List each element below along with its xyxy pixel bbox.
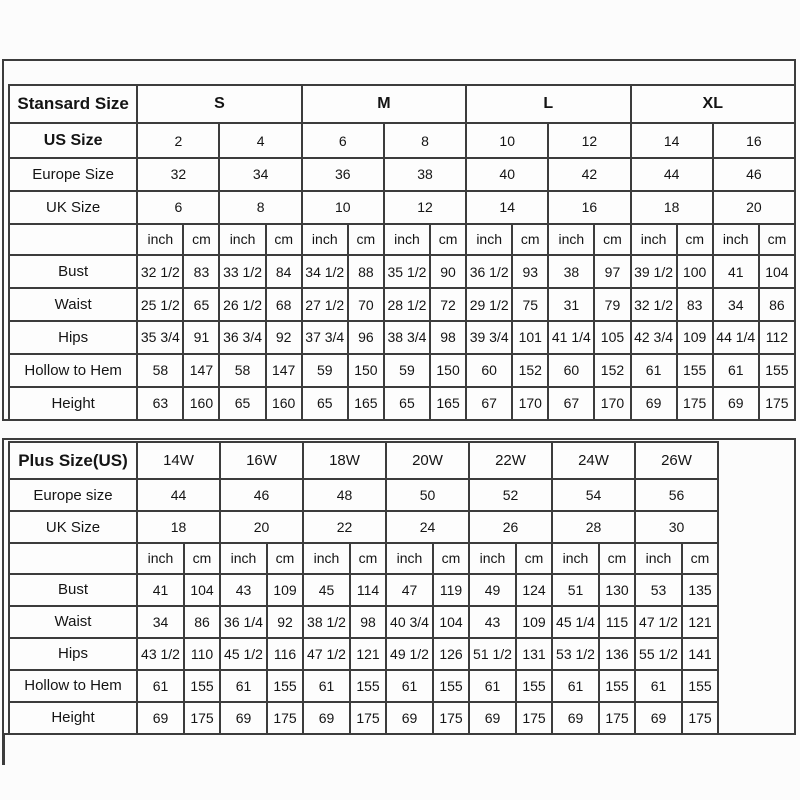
measurement-value-cell: 69 [137,702,184,734]
size-value-cell: 18 [631,191,713,224]
size-value-cell: 20 [220,511,303,543]
measurement-value-cell: 60 [466,354,512,387]
measurement-value-cell: 61 [631,354,677,387]
measurement-value-cell: 39 1/2 [631,255,677,288]
measurement-value-cell: 121 [682,606,718,638]
size-value-cell: 32 [137,158,219,191]
scan-artifact-line [2,735,5,765]
size-group-header: M [302,85,466,123]
size-value-cell: 40 [466,158,548,191]
measurement-value-cell: 175 [677,387,713,420]
row-label: Height [9,387,137,420]
measurement-value-cell: 155 [516,670,552,702]
measurement-value-cell: 170 [512,387,548,420]
measurement-value-cell: 88 [348,255,384,288]
measurement-value-cell: 61 [386,670,433,702]
size-value-cell: 12 [548,123,630,158]
measurement-value-cell: 45 1/4 [552,606,599,638]
measurement-value-cell: 104 [184,574,220,606]
unit-header-cell: cm [599,543,635,573]
measurement-value-cell: 175 [516,702,552,734]
unit-header-cell: cm [350,543,386,573]
unit-header-cell: inch [548,224,594,255]
measurement-value-cell: 84 [266,255,302,288]
size-value-cell: 6 [302,123,384,158]
measurement-value-cell: 59 [384,354,430,387]
measurement-value-cell: 69 [631,387,677,420]
measurement-value-cell: 69 [303,702,350,734]
measurement-value-cell: 67 [466,387,512,420]
unit-header-cell: cm [759,224,795,255]
measurement-value-cell: 45 1/2 [220,638,267,670]
measurement-value-cell: 175 [433,702,469,734]
unit-header-cell: inch [635,543,682,573]
size-value-cell: 54 [552,479,635,511]
measurement-value-cell: 109 [516,606,552,638]
size-value-cell: 6 [137,191,219,224]
size-value-cell: 34 [219,158,301,191]
measurement-value-cell: 175 [267,702,303,734]
measurement-value-cell: 90 [430,255,466,288]
measurement-value-cell: 83 [183,255,219,288]
size-row [9,191,795,224]
row-label: Bust [9,255,137,288]
measurement-value-cell: 150 [348,354,384,387]
measurement-value-cell: 112 [759,321,795,354]
measurement-row [9,288,795,321]
measurement-value-cell: 98 [430,321,466,354]
unit-header-cell: cm [594,224,630,255]
measurement-value-cell: 47 [386,574,433,606]
row-label: US Size [9,123,137,158]
measurement-value-cell: 141 [682,638,718,670]
unit-header-cell: inch [137,224,183,255]
measurement-value-cell: 61 [713,354,759,387]
measurement-value-cell: 135 [682,574,718,606]
blank-label-cell [9,543,137,573]
row-label: UK Size [9,191,137,224]
measurement-value-cell: 109 [267,574,303,606]
measurement-value-cell: 43 [220,574,267,606]
measurement-value-cell: 26 1/2 [219,288,265,321]
measurement-value-cell: 49 [469,574,516,606]
measurement-value-cell: 116 [267,638,303,670]
measurement-value-cell: 51 1/2 [469,638,516,670]
measurement-value-cell: 70 [348,288,384,321]
measurement-row [9,321,795,354]
row-label: Bust [9,574,137,606]
row-label: Hips [9,638,137,670]
size-group-header: 22W [469,442,552,479]
measurement-value-cell: 39 3/4 [466,321,512,354]
unit-header-row [9,543,718,573]
row-label: Waist [9,288,137,321]
measurement-value-cell: 29 1/2 [466,288,512,321]
size-row [9,479,718,511]
size-value-cell: 50 [386,479,469,511]
measurement-value-cell: 61 [552,670,599,702]
measurement-value-cell: 155 [350,670,386,702]
unit-header-cell: cm [348,224,384,255]
measurement-value-cell: 136 [599,638,635,670]
measurement-row [9,354,795,387]
measurement-value-cell: 45 [303,574,350,606]
size-value-cell: 16 [713,123,795,158]
measurement-row [9,638,718,670]
measurement-value-cell: 91 [183,321,219,354]
measurement-value-cell: 37 3/4 [302,321,348,354]
unit-header-cell: inch [219,224,265,255]
unit-header-cell: cm [512,224,548,255]
measurement-value-cell: 152 [512,354,548,387]
size-value-cell: 18 [137,511,220,543]
unit-header-cell: cm [430,224,466,255]
unit-header-cell: inch [303,543,350,573]
measurement-value-cell: 41 [713,255,759,288]
size-value-cell: 44 [631,158,713,191]
unit-header-cell: cm [682,543,718,573]
measurement-value-cell: 155 [599,670,635,702]
unit-header-cell: cm [183,224,219,255]
measurement-value-cell: 53 1/2 [552,638,599,670]
measurement-value-cell: 155 [677,354,713,387]
unit-header-cell: inch [552,543,599,573]
measurement-value-cell: 147 [183,354,219,387]
unit-header-cell: inch [713,224,759,255]
measurement-value-cell: 175 [599,702,635,734]
size-group-header: S [137,85,301,123]
measurement-value-cell: 44 1/4 [713,321,759,354]
size-value-cell: 14 [466,191,548,224]
measurement-value-cell: 100 [677,255,713,288]
measurement-value-cell: 43 1/2 [137,638,184,670]
measurement-row [9,387,795,420]
unit-header-cell: inch [220,543,267,573]
size-value-cell: 24 [386,511,469,543]
unit-header-cell: cm [677,224,713,255]
row-label: Europe size [9,479,137,511]
row-label: Height [9,702,137,734]
size-value-cell: 36 [302,158,384,191]
measurement-value-cell: 33 1/2 [219,255,265,288]
measurement-value-cell: 75 [512,288,548,321]
measurement-value-cell: 38 1/2 [303,606,350,638]
measurement-value-cell: 42 3/4 [631,321,677,354]
row-label: Hollow to Hem [9,354,137,387]
measurement-value-cell: 175 [759,387,795,420]
measurement-value-cell: 32 1/2 [137,255,183,288]
measurement-value-cell: 150 [430,354,466,387]
measurement-value-cell: 152 [594,354,630,387]
measurement-value-cell: 98 [350,606,386,638]
measurement-value-cell: 155 [267,670,303,702]
size-value-cell: 56 [635,479,718,511]
measurement-value-cell: 38 [548,255,594,288]
measurement-value-cell: 31 [548,288,594,321]
measurement-value-cell: 41 1/4 [548,321,594,354]
row-label: Hollow to Hem [9,670,137,702]
measurement-value-cell: 155 [433,670,469,702]
measurement-value-cell: 105 [594,321,630,354]
measurement-value-cell: 92 [266,321,302,354]
measurement-value-cell: 69 [552,702,599,734]
size-value-cell: 52 [469,479,552,511]
measurement-value-cell: 160 [183,387,219,420]
measurement-value-cell: 61 [303,670,350,702]
size-value-cell: 8 [384,123,466,158]
measurement-value-cell: 65 [183,288,219,321]
measurement-value-cell: 47 1/2 [635,606,682,638]
size-value-cell: 10 [302,191,384,224]
measurement-value-cell: 93 [512,255,548,288]
size-group-header: 14W [137,442,220,479]
measurement-value-cell: 126 [433,638,469,670]
measurement-value-cell: 165 [348,387,384,420]
measurement-value-cell: 170 [594,387,630,420]
size-group-header: 16W [220,442,303,479]
measurement-value-cell: 40 3/4 [386,606,433,638]
measurement-value-cell: 34 1/2 [302,255,348,288]
measurement-value-cell: 101 [512,321,548,354]
measurement-value-cell: 121 [350,638,386,670]
table-title-cell: Stansard Size [9,85,137,123]
measurement-value-cell: 55 1/2 [635,638,682,670]
measurement-value-cell: 41 [137,574,184,606]
size-group-header: 18W [303,442,386,479]
measurement-value-cell: 65 [219,387,265,420]
measurement-value-cell: 49 1/2 [386,638,433,670]
size-value-cell: 4 [219,123,301,158]
unit-header-cell: inch [466,224,512,255]
measurement-value-cell: 97 [594,255,630,288]
measurement-value-cell: 119 [433,574,469,606]
measurement-value-cell: 38 3/4 [384,321,430,354]
measurement-value-cell: 114 [350,574,386,606]
unit-header-cell: cm [516,543,552,573]
unit-header-cell: inch [469,543,516,573]
measurement-row [9,574,718,606]
size-group-header: 26W [635,442,718,479]
measurement-value-cell: 96 [348,321,384,354]
measurement-value-cell: 61 [220,670,267,702]
size-value-cell: 20 [713,191,795,224]
measurement-value-cell: 53 [635,574,682,606]
measurement-value-cell: 61 [635,670,682,702]
measurement-value-cell: 79 [594,288,630,321]
size-value-cell: 12 [384,191,466,224]
size-row [9,511,718,543]
measurement-value-cell: 160 [266,387,302,420]
measurement-value-cell: 51 [552,574,599,606]
measurement-value-cell: 35 3/4 [137,321,183,354]
unit-header-cell: inch [137,543,184,573]
size-value-cell: 44 [137,479,220,511]
measurement-value-cell: 104 [433,606,469,638]
measurement-value-cell: 124 [516,574,552,606]
measurement-value-cell: 34 [713,288,759,321]
measurement-value-cell: 36 1/4 [220,606,267,638]
measurement-value-cell: 27 1/2 [302,288,348,321]
size-row [9,158,795,191]
measurement-value-cell: 36 3/4 [219,321,265,354]
unit-header-cell: cm [266,224,302,255]
unit-header-cell: cm [184,543,220,573]
measurement-value-cell: 69 [635,702,682,734]
unit-header-cell: cm [267,543,303,573]
standard-size-table [8,84,796,421]
measurement-value-cell: 155 [759,354,795,387]
measurement-value-cell: 92 [267,606,303,638]
measurement-value-cell: 86 [759,288,795,321]
unit-header-cell: inch [631,224,677,255]
measurement-value-cell: 175 [682,702,718,734]
table-header-row [9,85,795,123]
measurement-value-cell: 72 [430,288,466,321]
table-header-row [9,442,718,479]
measurement-value-cell: 65 [302,387,348,420]
measurement-value-cell: 147 [266,354,302,387]
size-row [9,123,795,158]
unit-header-row [9,224,795,255]
measurement-value-cell: 58 [219,354,265,387]
measurement-value-cell: 69 [386,702,433,734]
measurement-value-cell: 61 [137,670,184,702]
size-value-cell: 10 [466,123,548,158]
measurement-value-cell: 63 [137,387,183,420]
unit-header-cell: inch [302,224,348,255]
size-value-cell: 42 [548,158,630,191]
measurement-value-cell: 69 [713,387,759,420]
row-label: Europe Size [9,158,137,191]
measurement-value-cell: 59 [302,354,348,387]
measurement-value-cell: 65 [384,387,430,420]
measurement-value-cell: 86 [184,606,220,638]
measurement-value-cell: 130 [599,574,635,606]
unit-header-cell: inch [384,224,430,255]
size-value-cell: 28 [552,511,635,543]
measurement-row [9,606,718,638]
size-value-cell: 2 [137,123,219,158]
size-value-cell: 46 [220,479,303,511]
measurement-value-cell: 175 [184,702,220,734]
size-value-cell: 26 [469,511,552,543]
measurement-value-cell: 34 [137,606,184,638]
measurement-value-cell: 110 [184,638,220,670]
measurement-value-cell: 43 [469,606,516,638]
size-value-cell: 14 [631,123,713,158]
measurement-value-cell: 69 [220,702,267,734]
size-group-header: 20W [386,442,469,479]
measurement-value-cell: 28 1/2 [384,288,430,321]
measurement-row [9,255,795,288]
table-title-cell: Plus Size(US) [9,442,137,479]
size-group-header: L [466,85,630,123]
size-group-header: 24W [552,442,635,479]
measurement-value-cell: 68 [266,288,302,321]
row-label: Hips [9,321,137,354]
measurement-value-cell: 115 [599,606,635,638]
measurement-value-cell: 165 [430,387,466,420]
measurement-value-cell: 69 [469,702,516,734]
unit-header-cell: inch [386,543,433,573]
row-label: UK Size [9,511,137,543]
measurement-value-cell: 47 1/2 [303,638,350,670]
measurement-value-cell: 36 1/2 [466,255,512,288]
measurement-value-cell: 155 [682,670,718,702]
measurement-value-cell: 131 [516,638,552,670]
size-value-cell: 22 [303,511,386,543]
measurement-row [9,702,718,734]
size-value-cell: 30 [635,511,718,543]
blank-label-cell [9,224,137,255]
plus-size-table [8,441,719,735]
measurement-value-cell: 35 1/2 [384,255,430,288]
size-value-cell: 16 [548,191,630,224]
measurement-value-cell: 61 [469,670,516,702]
measurement-value-cell: 32 1/2 [631,288,677,321]
measurement-value-cell: 109 [677,321,713,354]
measurement-value-cell: 58 [137,354,183,387]
measurement-value-cell: 67 [548,387,594,420]
measurement-value-cell: 175 [350,702,386,734]
row-label: Waist [9,606,137,638]
measurement-value-cell: 104 [759,255,795,288]
measurement-value-cell: 155 [184,670,220,702]
measurement-value-cell: 60 [548,354,594,387]
measurement-row [9,670,718,702]
size-value-cell: 48 [303,479,386,511]
size-value-cell: 38 [384,158,466,191]
unit-header-cell: cm [433,543,469,573]
size-group-header: XL [631,85,795,123]
measurement-value-cell: 25 1/2 [137,288,183,321]
measurement-value-cell: 83 [677,288,713,321]
size-value-cell: 8 [219,191,301,224]
size-value-cell: 46 [713,158,795,191]
